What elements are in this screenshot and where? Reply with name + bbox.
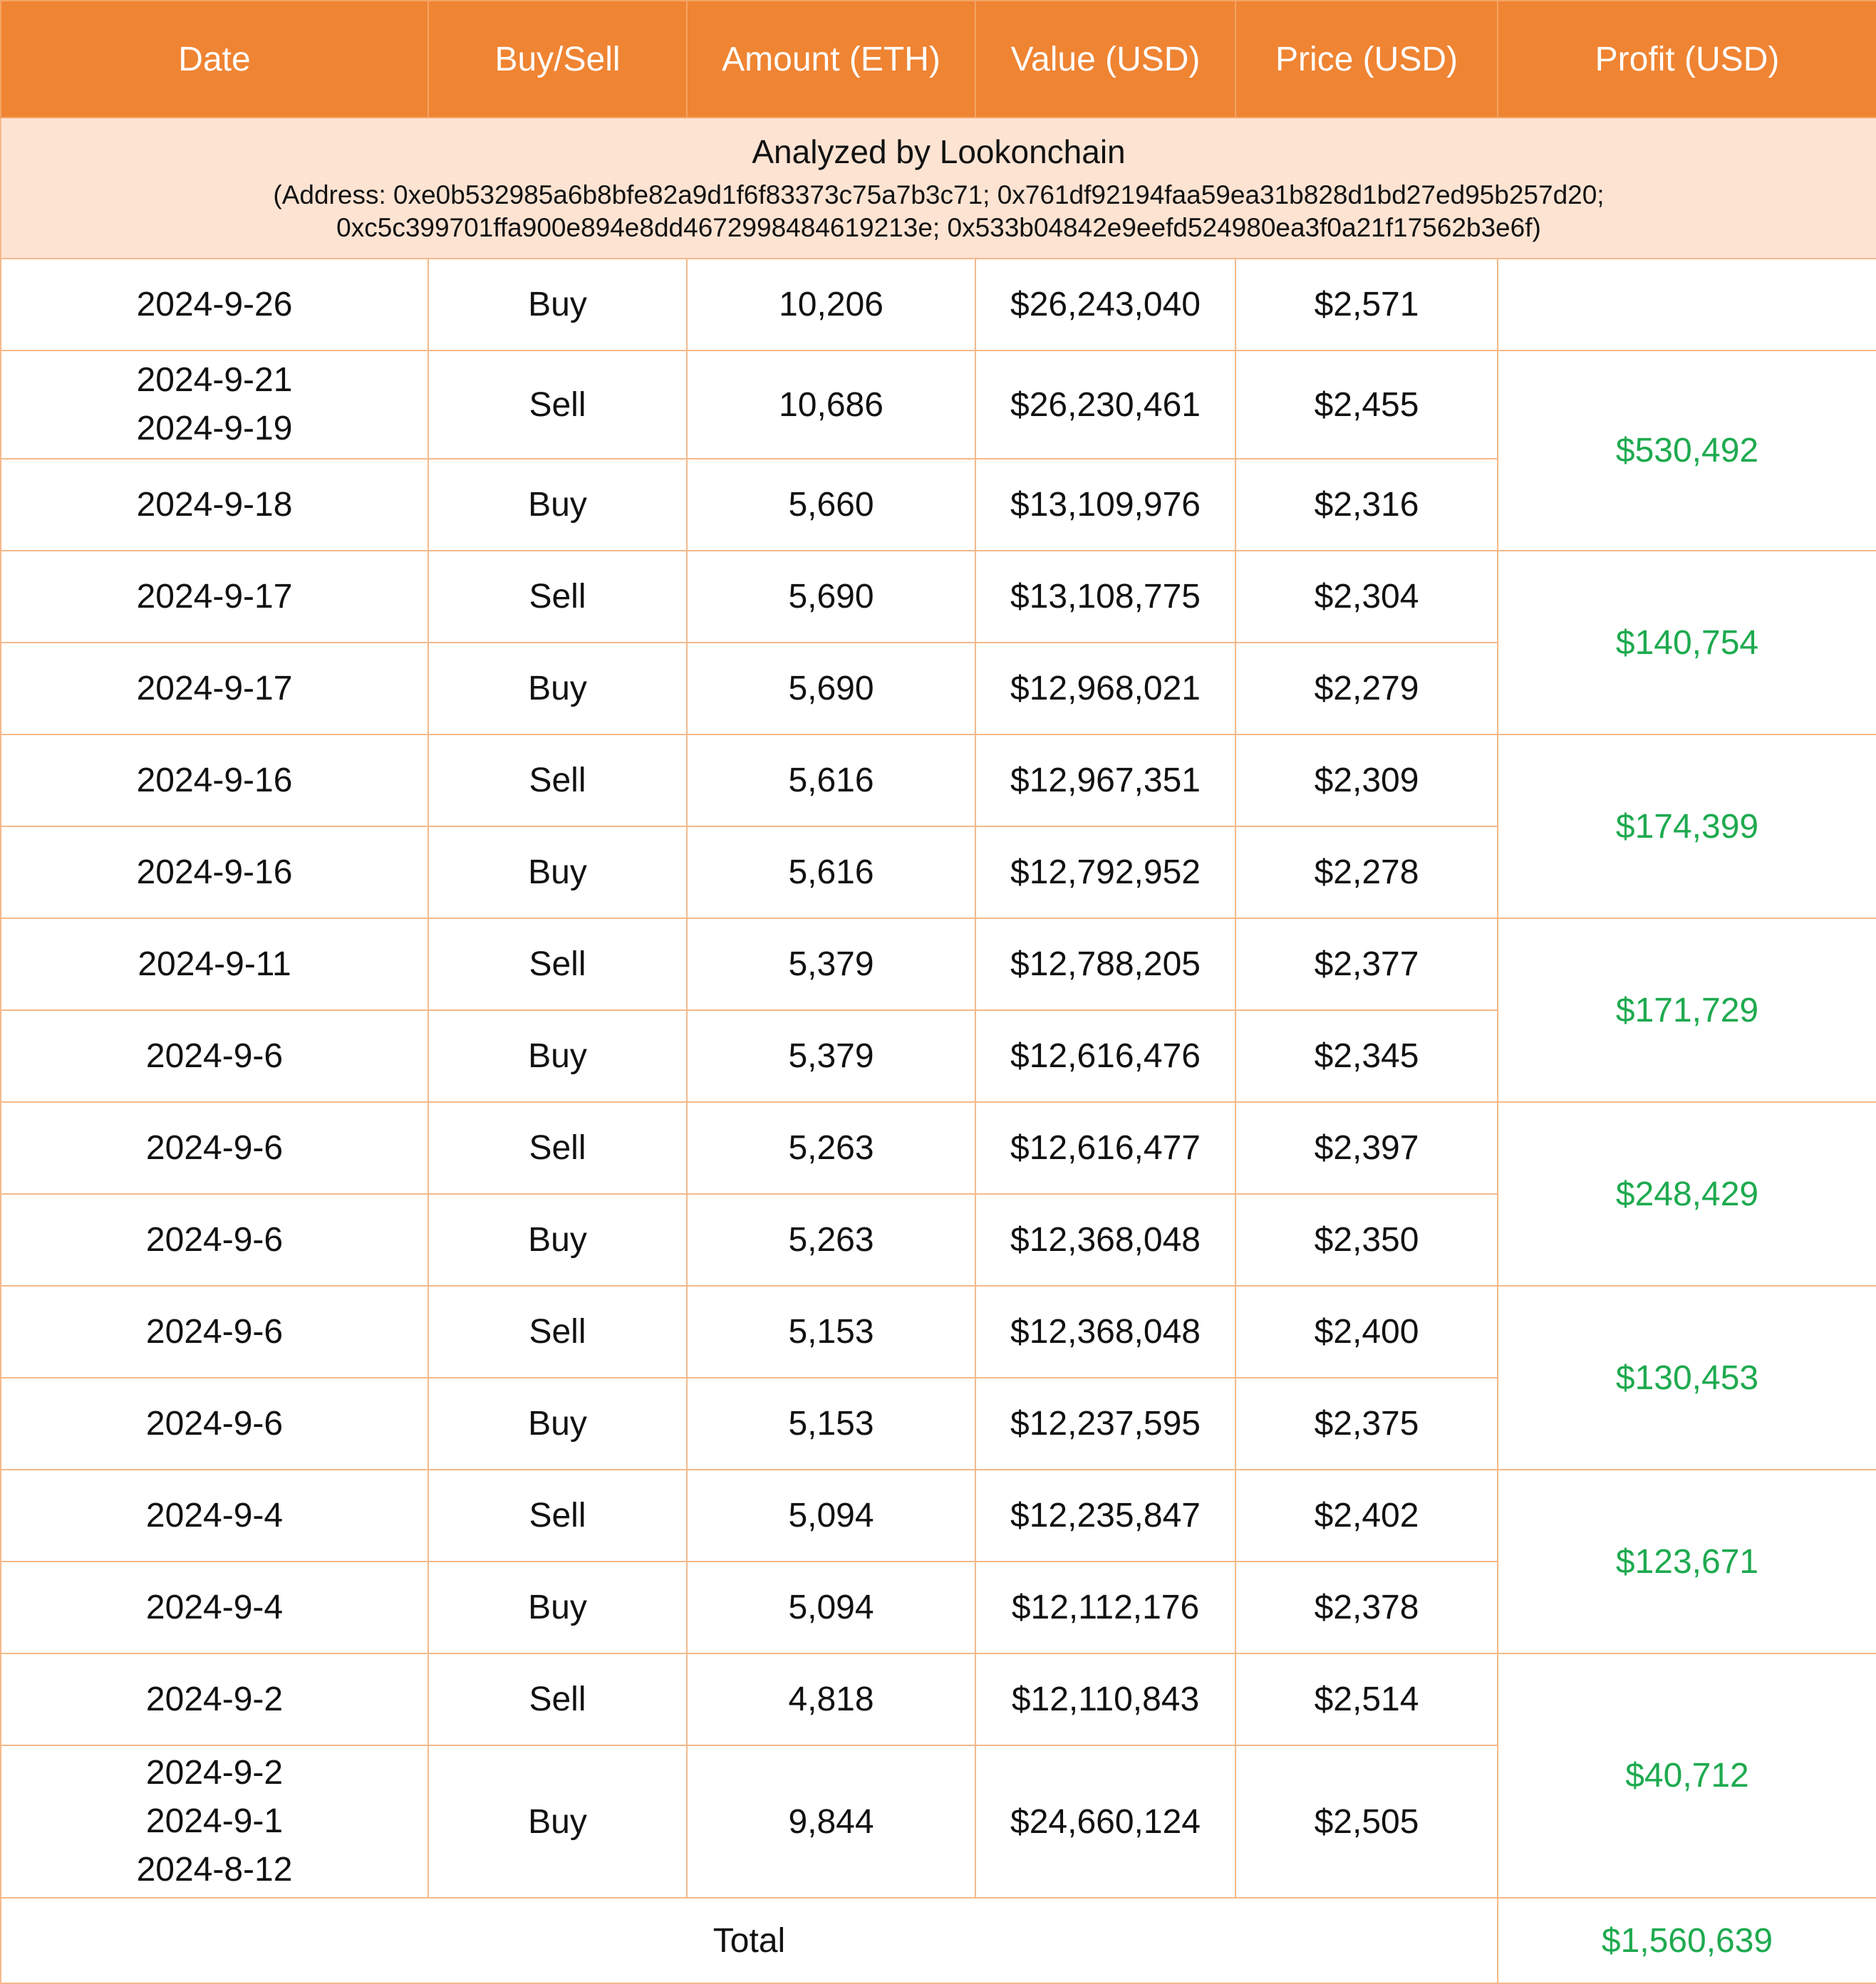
date-value: 2024-9-2: [145, 1754, 284, 1792]
header-profit: Profit (USD): [1498, 1, 1876, 118]
date-cell: [1, 350, 428, 459]
date-cell: [1, 643, 428, 734]
table-row: [1, 918, 1876, 1010]
table-row: [1, 1102, 1876, 1194]
amount-cell: 5,690: [687, 643, 975, 734]
price-cell: $2,350: [1235, 1194, 1498, 1286]
value-cell: $24,660,124: [975, 1745, 1235, 1898]
date-cell: [1, 1378, 428, 1470]
amount-cell: 4,818: [687, 1653, 975, 1745]
price-cell: $2,316: [1235, 459, 1498, 551]
date-value: 2024-9-17: [136, 669, 293, 707]
header-price: Price (USD): [1235, 1, 1498, 118]
amount-cell: 5,379: [687, 1010, 975, 1102]
profit-cell: $140,754: [1498, 551, 1876, 734]
table-row: [1, 1653, 1876, 1745]
header-value: Value (USD): [975, 1, 1235, 118]
value-cell: $12,368,048: [975, 1286, 1235, 1378]
price-cell: $2,278: [1235, 826, 1498, 918]
amount-cell: 5,690: [687, 551, 975, 643]
profit-cell: $248,429: [1498, 1102, 1876, 1286]
date-value: 2024-9-17: [136, 577, 293, 616]
type-cell: Buy: [428, 459, 687, 551]
total-row: [1, 1898, 1876, 1983]
date-value: 2024-9-4: [145, 1496, 284, 1534]
date-value: 2024-9-2: [145, 1680, 284, 1718]
date-value: 2024-9-19: [136, 410, 293, 447]
date-value: 2024-9-1: [145, 1802, 284, 1840]
date-cell: [1, 918, 428, 1010]
profit-cell: $123,671: [1498, 1470, 1876, 1653]
profit-cell-empty: [1498, 259, 1876, 350]
date-value: 2024-9-6: [145, 1128, 284, 1167]
date-cell: [1, 551, 428, 643]
type-cell: Buy: [428, 826, 687, 918]
value-cell: $12,616,477: [975, 1102, 1235, 1194]
amount-cell: 5,153: [687, 1286, 975, 1378]
type-cell: Buy: [428, 259, 687, 350]
price-cell: $2,378: [1235, 1562, 1498, 1653]
amount-cell: 5,263: [687, 1102, 975, 1194]
type-cell: Buy: [428, 1745, 687, 1898]
amount-cell: 5,094: [687, 1562, 975, 1653]
type-cell: Buy: [428, 1010, 687, 1102]
value-cell: $12,368,048: [975, 1194, 1235, 1286]
header-buy-sell: Buy/Sell: [428, 1, 687, 118]
header-date: Date: [1, 1, 428, 118]
profit-cell: $130,453: [1498, 1286, 1876, 1470]
price-cell: $2,397: [1235, 1102, 1498, 1194]
date-value: 2024-9-4: [145, 1588, 284, 1626]
value-cell: $12,792,952: [975, 826, 1235, 918]
date-cell: [1, 459, 428, 551]
type-cell: Sell: [428, 350, 687, 459]
value-cell: $12,237,595: [975, 1378, 1235, 1470]
date-cell: [1, 734, 428, 826]
price-cell: $2,375: [1235, 1378, 1498, 1470]
type-cell: Buy: [428, 1562, 687, 1653]
total-value: $1,560,639: [1498, 1898, 1876, 1983]
date-cell: [1, 1470, 428, 1562]
date-value: 2024-9-26: [136, 285, 293, 323]
date-cell: [1, 1010, 428, 1102]
total-label: Total: [1, 1898, 1498, 1983]
amount-cell: 5,094: [687, 1470, 975, 1562]
price-cell: $2,345: [1235, 1010, 1498, 1102]
value-cell: $12,788,205: [975, 918, 1235, 1010]
type-cell: Buy: [428, 1378, 687, 1470]
price-cell: $2,455: [1235, 350, 1498, 459]
date-cell: [1, 1653, 428, 1745]
date-cell: [1, 1194, 428, 1286]
profit-cell: $530,492: [1498, 350, 1876, 551]
date-cell: [1, 1562, 428, 1653]
value-cell: $13,109,976: [975, 459, 1235, 551]
table-row: [1, 551, 1876, 643]
date-value: 2024-9-6: [145, 1404, 284, 1443]
amount-cell: 10,206: [687, 259, 975, 350]
type-cell: Sell: [428, 1653, 687, 1745]
table-row: [1, 734, 1876, 826]
table-row: [1, 350, 1876, 459]
type-cell: Buy: [428, 643, 687, 734]
type-cell: Sell: [428, 1286, 687, 1378]
table-row: [1, 1286, 1876, 1378]
price-cell: $2,514: [1235, 1653, 1498, 1745]
type-cell: Sell: [428, 1102, 687, 1194]
value-cell: $12,616,476: [975, 1010, 1235, 1102]
header-row: [1, 1, 1876, 118]
value-cell: $26,230,461: [975, 350, 1235, 459]
value-cell: $12,110,843: [975, 1653, 1235, 1745]
date-value: 2024-9-16: [136, 761, 293, 799]
value-cell: $12,967,351: [975, 734, 1235, 826]
amount-cell: 5,153: [687, 1378, 975, 1470]
banner-row: [1, 118, 1876, 259]
date-value: 2024-9-6: [145, 1312, 284, 1351]
price-cell: $2,402: [1235, 1470, 1498, 1562]
price-cell: $2,309: [1235, 734, 1498, 826]
date-value: 2024-9-11: [138, 945, 291, 983]
date-cell: [1, 1745, 428, 1898]
date-cell: [1, 1102, 428, 1194]
price-cell: $2,304: [1235, 551, 1498, 643]
amount-cell: 5,379: [687, 918, 975, 1010]
header-amount: Amount (ETH): [687, 1, 975, 118]
type-cell: Sell: [428, 1470, 687, 1562]
date-cell: [1, 826, 428, 918]
value-cell: $13,108,775: [975, 551, 1235, 643]
price-cell: $2,505: [1235, 1745, 1498, 1898]
type-cell: Sell: [428, 551, 687, 643]
date-value: 2024-9-6: [145, 1220, 284, 1259]
date-value: 2024-9-18: [136, 485, 293, 524]
amount-cell: 5,616: [687, 734, 975, 826]
price-cell: $2,377: [1235, 918, 1498, 1010]
value-cell: $12,112,176: [975, 1562, 1235, 1653]
amount-cell: 10,686: [687, 350, 975, 459]
amount-cell: 9,844: [687, 1745, 975, 1898]
table-row: [1, 1470, 1876, 1562]
date-cell: [1, 259, 428, 350]
value-cell: $12,235,847: [975, 1470, 1235, 1562]
value-cell: $12,968,021: [975, 643, 1235, 734]
banner-title: Analyzed by Lookonchain: [752, 133, 1126, 170]
type-cell: Sell: [428, 918, 687, 1010]
banner-address-line-2: 0xc5c399701ffa900e894e8dd4672998484619213e; 0x533b04842e9eefd524980ea3f0a21f17562b3e6f): [336, 212, 1541, 242]
type-cell: Buy: [428, 1194, 687, 1286]
banner-address-line-1: (Address: 0xe0b532985a6b8bfe82a9d1f6f83373c75a7b3c71; 0x761df92194faa59ea31b828d1bd27ed95b257d20;: [273, 180, 1605, 209]
price-cell: $2,571: [1235, 259, 1498, 350]
banner-cell: [1, 118, 1876, 259]
profit-cell: $171,729: [1498, 918, 1876, 1102]
type-cell: Sell: [428, 734, 687, 826]
date-value: 2024-8-12: [136, 1851, 293, 1889]
price-cell: $2,279: [1235, 643, 1498, 734]
date-cell: [1, 1286, 428, 1378]
profit-cell: $174,399: [1498, 734, 1876, 918]
amount-cell: 5,616: [687, 826, 975, 918]
profit-cell: $40,712: [1498, 1653, 1876, 1898]
date-value: 2024-9-16: [136, 853, 293, 891]
date-value: 2024-9-21: [136, 361, 293, 399]
table-row: [1, 259, 1876, 350]
value-cell: $26,243,040: [975, 259, 1235, 350]
amount-cell: 5,263: [687, 1194, 975, 1286]
price-cell: $2,400: [1235, 1286, 1498, 1378]
date-value: 2024-9-6: [145, 1037, 284, 1075]
amount-cell: 5,660: [687, 459, 975, 551]
